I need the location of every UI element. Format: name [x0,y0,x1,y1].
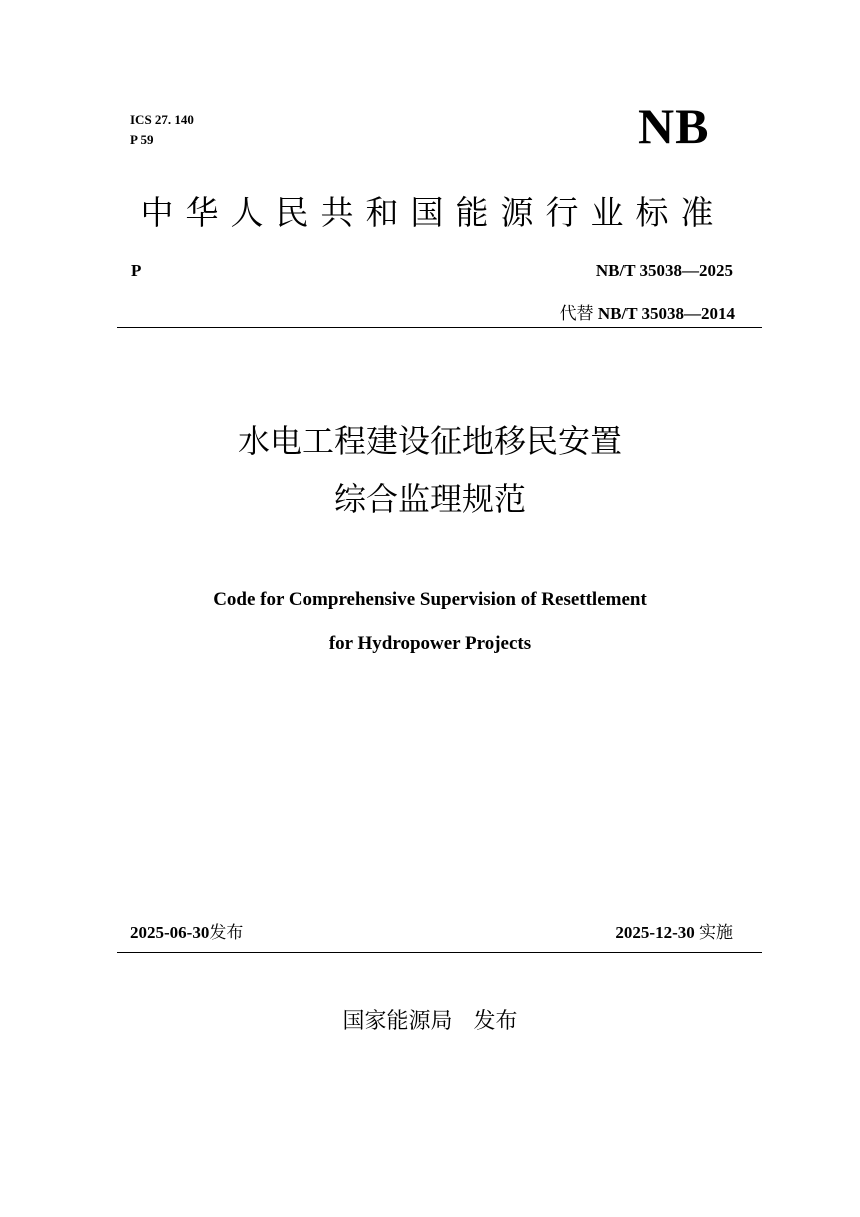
replaces-prefix: 代替 [559,304,594,324]
standard-mark: NB [638,98,710,154]
implement-date-value: 2025-12-30 [615,923,695,942]
issuer-name: 国家能源局 [342,1009,453,1034]
issuer-line [0,1004,860,1035]
implement-date [615,918,733,943]
standard-number: NB/T 35038—2025 [595,261,733,280]
publish-date [130,918,243,943]
ccs-code: P 59 [130,132,154,147]
document-title-zh [0,412,860,528]
classification-codes [130,110,194,150]
standard-category-title: 中华人民共和国能源行业标准 [140,193,726,232]
replaces-line [560,299,735,324]
title-zh-line1: 水电工程建设征地移民安置 [237,422,622,460]
title-en-line2: for Hydropower Projects [328,633,532,654]
implement-date-label: 实施 [699,923,733,943]
publish-date-value: 2025-06-30 [130,923,210,942]
replaces-number: NB/T 35038—2014 [597,304,735,323]
classification-letter: P [131,261,142,280]
document-title-en [0,578,860,666]
bottom-divider [117,952,762,953]
title-zh-line2: 综合监理规范 [333,480,526,518]
top-divider [117,327,762,328]
publish-date-label: 发布 [209,923,244,943]
title-en-line1: Code for Comprehensive Supervision of Resettlement [213,589,647,610]
ics-code: ICS 27. 140 [130,112,194,127]
issuer-action: 发布 [473,1009,518,1034]
